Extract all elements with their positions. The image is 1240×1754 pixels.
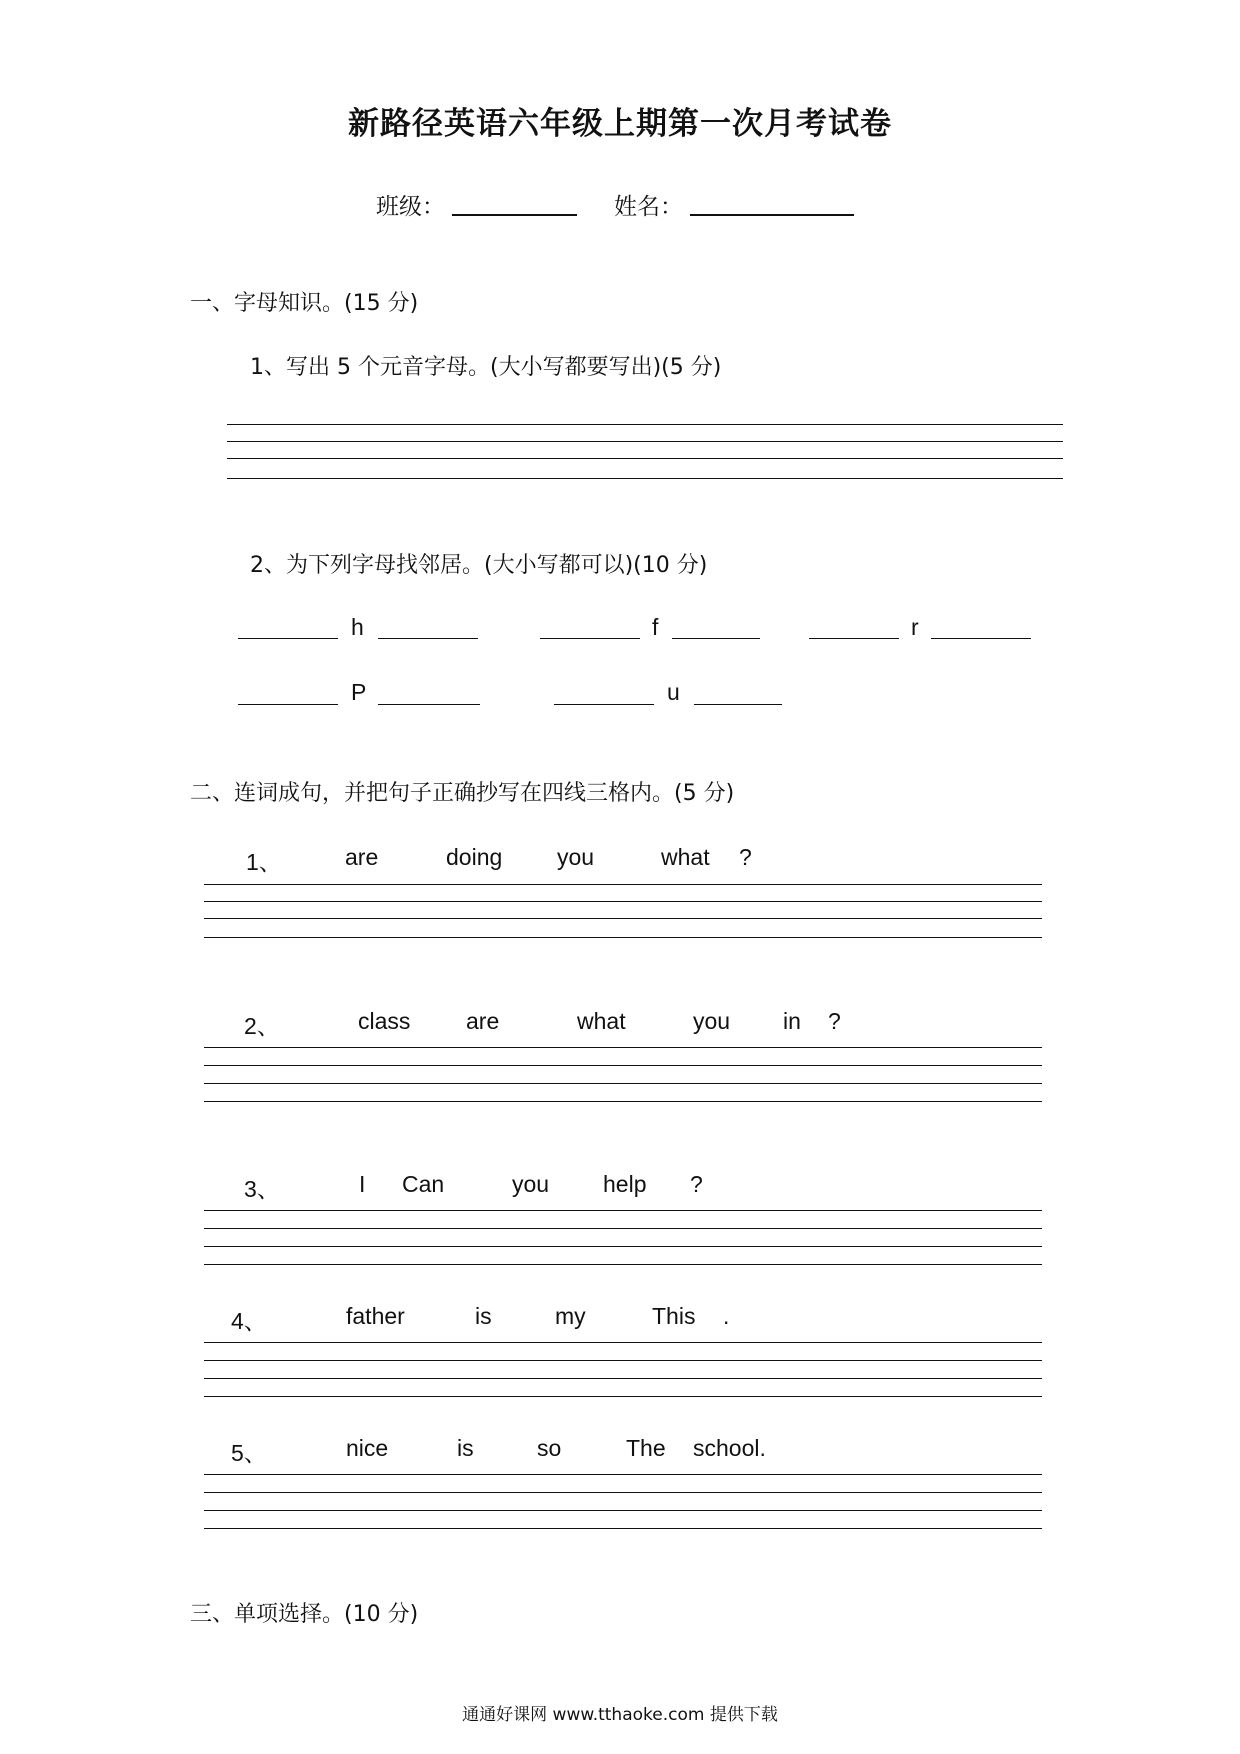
footer-text: 通通好课网 www.tthaoke.com 提供下载 — [462, 1705, 778, 1725]
page-title: 新路径英语六年级上期第一次月考试卷 — [348, 106, 892, 142]
word: you — [557, 844, 595, 870]
word: you — [693, 1008, 731, 1034]
word: what — [577, 1008, 626, 1034]
word: help — [603, 1171, 647, 1197]
answer-blank[interactable] — [378, 638, 478, 639]
word: so — [537, 1435, 562, 1461]
answer-blank[interactable] — [694, 704, 782, 705]
word: is — [457, 1435, 474, 1461]
letter-r: r — [911, 614, 919, 640]
word: Can — [402, 1171, 445, 1197]
word: you — [512, 1171, 550, 1197]
word: school. — [693, 1435, 766, 1461]
name-label: 姓名： — [614, 194, 683, 220]
word: are — [466, 1008, 500, 1034]
section-1-question-2: 2、为下列字母找邻居。(大小写都可以)(10 分) — [250, 553, 708, 578]
letter-f: f — [652, 614, 659, 640]
word: . — [723, 1303, 730, 1329]
word: my — [555, 1303, 586, 1329]
section-1-question-1: 1、写出 5 个元音字母。(大小写都要写出)(5 分) — [250, 355, 722, 380]
item-number: 3、 — [244, 1176, 280, 1202]
word: I — [359, 1171, 366, 1197]
item-number: 5、 — [231, 1440, 267, 1466]
word: ? — [690, 1171, 703, 1197]
writing-line — [227, 458, 1063, 459]
item-number: 1、 — [246, 849, 282, 875]
word: is — [475, 1303, 492, 1329]
word: This — [652, 1303, 696, 1329]
word: ? — [739, 844, 752, 870]
word: ? — [828, 1008, 841, 1034]
section-3-heading: 三、单项选择。(10 分) — [190, 1602, 419, 1627]
word: The — [626, 1435, 666, 1461]
word: in — [783, 1008, 801, 1034]
answer-blank[interactable] — [809, 638, 899, 639]
writing-line — [227, 441, 1063, 442]
answer-blank[interactable] — [672, 638, 760, 639]
answer-blank[interactable] — [238, 638, 338, 639]
class-label: 班级： — [376, 194, 445, 220]
item-number: 2、 — [244, 1013, 280, 1039]
section-1-heading: 一、字母知识。(15 分) — [190, 291, 419, 316]
answer-blank[interactable] — [238, 704, 338, 705]
word: doing — [446, 844, 503, 870]
letter-u: u — [667, 679, 680, 705]
word: are — [345, 844, 379, 870]
word: father — [346, 1303, 405, 1329]
writing-line — [227, 478, 1063, 479]
writing-line — [227, 424, 1063, 425]
answer-blank[interactable] — [378, 704, 480, 705]
answer-blank[interactable] — [554, 704, 654, 705]
answer-blank[interactable] — [931, 638, 1031, 639]
answer-blank[interactable] — [540, 638, 640, 639]
section-2-heading: 二、连词成句，并把句子正确抄写在四线三格内。(5 分) — [190, 781, 735, 806]
letter-h: h — [351, 614, 364, 640]
item-number: 4、 — [231, 1308, 267, 1334]
word: what — [661, 844, 710, 870]
word: class — [358, 1008, 411, 1034]
name-field[interactable] — [690, 214, 854, 216]
class-field[interactable] — [452, 214, 577, 216]
letter-p: P — [351, 679, 367, 705]
word: nice — [346, 1435, 389, 1461]
